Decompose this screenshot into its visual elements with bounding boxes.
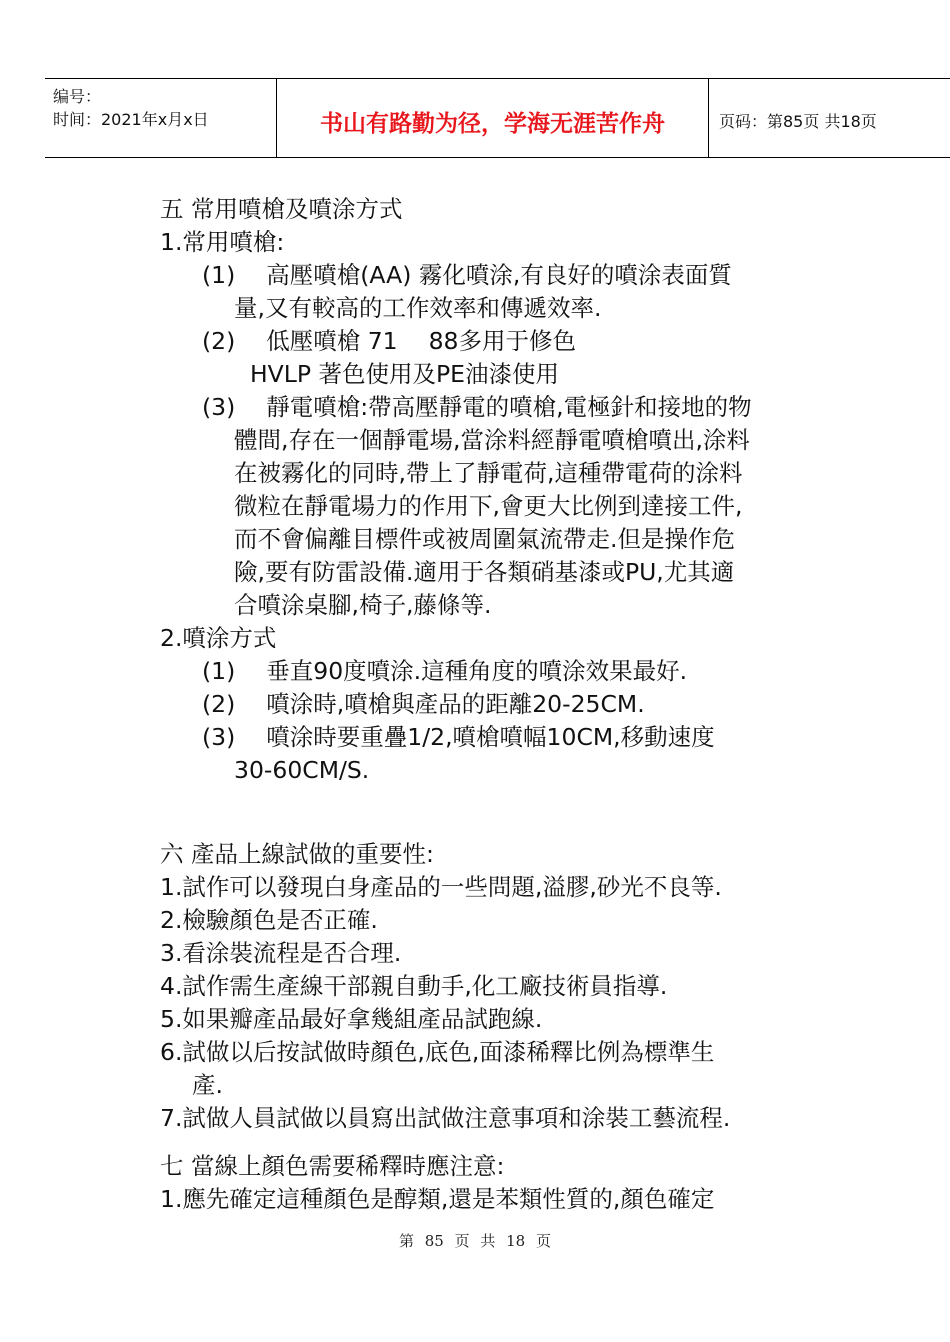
text-line: 5.如果瓣產品最好拿幾組產品試跑線. [160, 1005, 543, 1033]
text-line: 2.檢驗顏色是否正確. [160, 906, 378, 934]
text-line: (2) 低壓噴槍 71 88多用于修色 [202, 327, 577, 355]
text-line: 在被霧化的同時,帶上了靜電荷,這種帶電荷的涂料 [234, 459, 743, 487]
text-line: (2) 噴涂時,噴槍與產品的距離20-25CM. [202, 690, 645, 718]
text-line: 量,又有較高的工作效率和傳遞效率. [234, 294, 602, 322]
text-line: 五 常用噴槍及噴涂方式 [160, 195, 403, 223]
page-header [45, 78, 950, 158]
text-line: 1.試作可以發現白身產品的一些問題,溢膠,砂光不良等. [160, 873, 722, 901]
text-line: 而不會偏離目標件或被周圍氣流帶走.但是操作危 [234, 525, 735, 553]
header-meta [53, 85, 209, 131]
text-line: (3) 噴涂時要重疊1/2,噴槍噴幅10CM,移動速度 [202, 723, 715, 751]
text-line: HVLP 著色使用及PE油漆使用 [250, 360, 559, 388]
text-line: 六 產品上線試做的重要性: [160, 840, 434, 868]
text-line: (1) 垂直90度噴涂.這種角度的噴涂效果最好. [202, 657, 688, 685]
text-line: 4.試作需生產線干部親自動手,化工廠技術員指導. [160, 972, 668, 1000]
text-line: 微粒在靜電場力的作用下,會更大比例到達接工件, [234, 492, 743, 520]
text-line: 7.試做人員試做以員寫出試做注意事項和涂裝工藝流程. [160, 1104, 731, 1132]
header-divider-right [708, 79, 709, 157]
text-line: (3) 靜電噴槍:帶高壓靜電的噴槍,電極針和接地的物 [202, 393, 752, 421]
time-label: 时间：2021年x月x日 [53, 110, 209, 129]
text-line: 1.常用噴槍: [160, 228, 285, 256]
code-label: 编号： [53, 87, 102, 106]
text-line: 產. [192, 1071, 223, 1099]
text-line: 3.看涂裝流程是否合理. [160, 939, 402, 967]
text-line: 1.應先確定這種顏色是醇類,還是苯類性質的,顏色確定 [160, 1185, 715, 1213]
text-line: 2.噴涂方式 [160, 624, 277, 652]
header-motto: 书山有路勤为径，学海无涯苦作舟 [320, 110, 665, 137]
text-line: 七 當線上顏色需要稀釋時應注意: [160, 1152, 505, 1180]
text-line: 6.試做以后按試做時顏色,底色,面漆稀釋比例為標準生 [160, 1038, 715, 1066]
text-line: 合噴涂桌腳,椅子,藤條等. [234, 591, 492, 619]
text-line: (1) 高壓噴槍(AA) 霧化噴涂,有良好的噴涂表面質 [202, 261, 732, 289]
page-footer: 第 85 页 共 18 页 [398, 1232, 551, 1250]
text-line: 險,要有防雷設備.適用于各類硝基漆或PU,尤其適 [234, 558, 735, 586]
text-line: 30-60CM/S. [234, 756, 370, 784]
header-page-info: 页码：第85页 共18页 [719, 112, 877, 131]
text-line: 體間,存在一個靜電場,當涂料經靜電噴槍噴出,涂料 [234, 426, 750, 454]
